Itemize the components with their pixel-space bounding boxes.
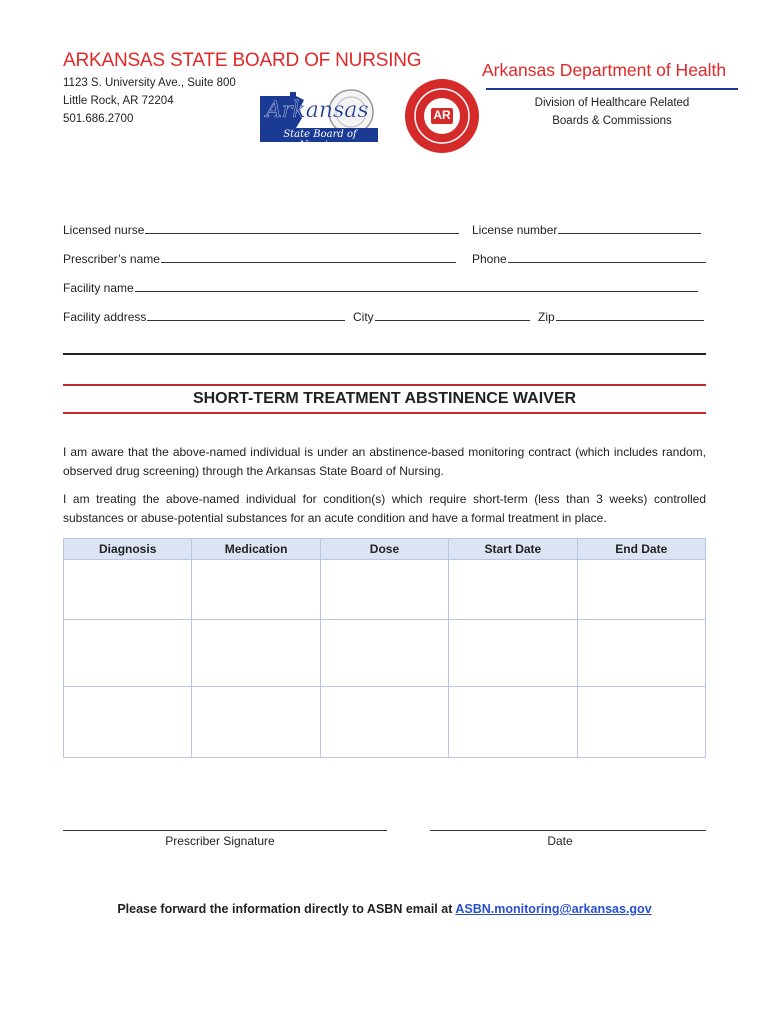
phone-line[interactable]	[508, 261, 706, 263]
facility-name-label: Facility name	[63, 281, 134, 295]
cell-dose[interactable]	[320, 620, 448, 687]
footer-text: Please forward the information directly to ASBN email at	[117, 902, 456, 916]
cell-medication[interactable]	[192, 560, 320, 620]
cell-medication[interactable]	[192, 687, 320, 758]
waiver-paragraph-1: I am aware that the above-named individual is under an abstinence-based monitoring contract (which includes random, observed drug screening) through the Arkansas State Board of Nursing.	[63, 445, 706, 478]
prescriber-name-label: Prescriber’s name	[63, 252, 160, 266]
zip-field[interactable]	[538, 310, 704, 324]
adh-title: Arkansas Department of Health	[482, 60, 727, 80]
licensed-nurse-field[interactable]	[63, 223, 459, 237]
header-medication: Medication	[192, 539, 320, 560]
cell-end-date[interactable]	[577, 687, 705, 758]
date-label: Date	[547, 834, 573, 848]
phone-number: 501.686.2700	[63, 113, 134, 125]
header-start-date: Start Date	[449, 539, 577, 560]
cell-diagnosis[interactable]	[64, 560, 192, 620]
license-number-field[interactable]	[472, 223, 701, 237]
facility-address-label: Facility address	[63, 310, 147, 324]
zip-line[interactable]	[556, 319, 704, 321]
asbn-logo	[256, 88, 380, 151]
prescriber-signature-line[interactable]	[63, 829, 387, 831]
asbn-email-link[interactable]: ASBN.monitoring@arkansas.gov	[455, 902, 652, 916]
licensed-nurse-label: Licensed nurse	[63, 223, 145, 237]
phone-label: Phone	[472, 252, 507, 266]
date-line[interactable]	[430, 829, 706, 831]
cell-dose[interactable]	[320, 687, 448, 758]
prescriber-signature-label: Prescriber Signature	[165, 834, 275, 848]
city-line[interactable]	[375, 319, 530, 321]
facility-name-line[interactable]	[135, 290, 698, 292]
footer-note	[63, 902, 706, 916]
asbn-logo-subtext: State Board of Nursing	[283, 129, 357, 151]
asbn-logo-text: Arkansas	[266, 98, 369, 123]
header-end-date: End Date	[577, 539, 705, 560]
cell-diagnosis[interactable]	[64, 687, 192, 758]
asbn-title: ARKANSAS STATE BOARD OF NURSING	[63, 50, 422, 71]
adh-divider	[486, 88, 738, 90]
adh-seal-text: AR	[433, 108, 451, 122]
prescriber-name-line[interactable]	[161, 261, 456, 263]
cell-end-date[interactable]	[577, 620, 705, 687]
licensed-nurse-line[interactable]	[145, 232, 459, 234]
city-label: City	[353, 310, 374, 324]
facility-name-field[interactable]	[63, 281, 698, 295]
license-number-line[interactable]	[558, 232, 701, 234]
table-row	[64, 560, 706, 620]
phone-field[interactable]	[472, 252, 706, 266]
adh-division-line2: Boards & Commissions	[552, 115, 672, 127]
waiver-title: SHORT-TERM TREATMENT ABSTINENCE WAIVER	[192, 390, 577, 407]
city-field[interactable]	[353, 310, 530, 324]
cell-start-date[interactable]	[449, 620, 577, 687]
waiver-paragraph-2: I am treating the above-named individual for condition(s) which require short-term (less than 3 weeks) controlled substances or abuse-potential substances for an acute condition and have a formal treatment in place.	[63, 492, 706, 525]
cell-dose[interactable]	[320, 560, 448, 620]
address-line2: Little Rock, AR 72204	[63, 95, 174, 107]
table-header-row	[64, 539, 706, 560]
license-number-label: License number	[472, 223, 558, 237]
address-line1: 1123 S. University Ave., Suite 800	[63, 77, 236, 89]
cell-end-date[interactable]	[577, 560, 705, 620]
cell-start-date[interactable]	[449, 687, 577, 758]
table-row	[64, 620, 706, 687]
cell-diagnosis[interactable]	[64, 620, 192, 687]
cell-medication[interactable]	[192, 620, 320, 687]
header-diagnosis: Diagnosis	[64, 539, 192, 560]
table-row	[64, 687, 706, 758]
header-dose: Dose	[320, 539, 448, 560]
prescriber-name-field[interactable]	[63, 252, 456, 266]
treatment-table	[63, 538, 706, 758]
facility-address-line[interactable]	[147, 319, 345, 321]
title-rule-top	[63, 384, 706, 386]
cell-start-date[interactable]	[449, 560, 577, 620]
section-divider	[63, 353, 706, 355]
adh-seal	[404, 78, 480, 154]
zip-label: Zip	[538, 310, 555, 324]
title-rule-bottom	[63, 412, 706, 414]
adh-division-line1: Division of Healthcare Related	[534, 97, 690, 109]
facility-address-field[interactable]	[63, 310, 345, 324]
